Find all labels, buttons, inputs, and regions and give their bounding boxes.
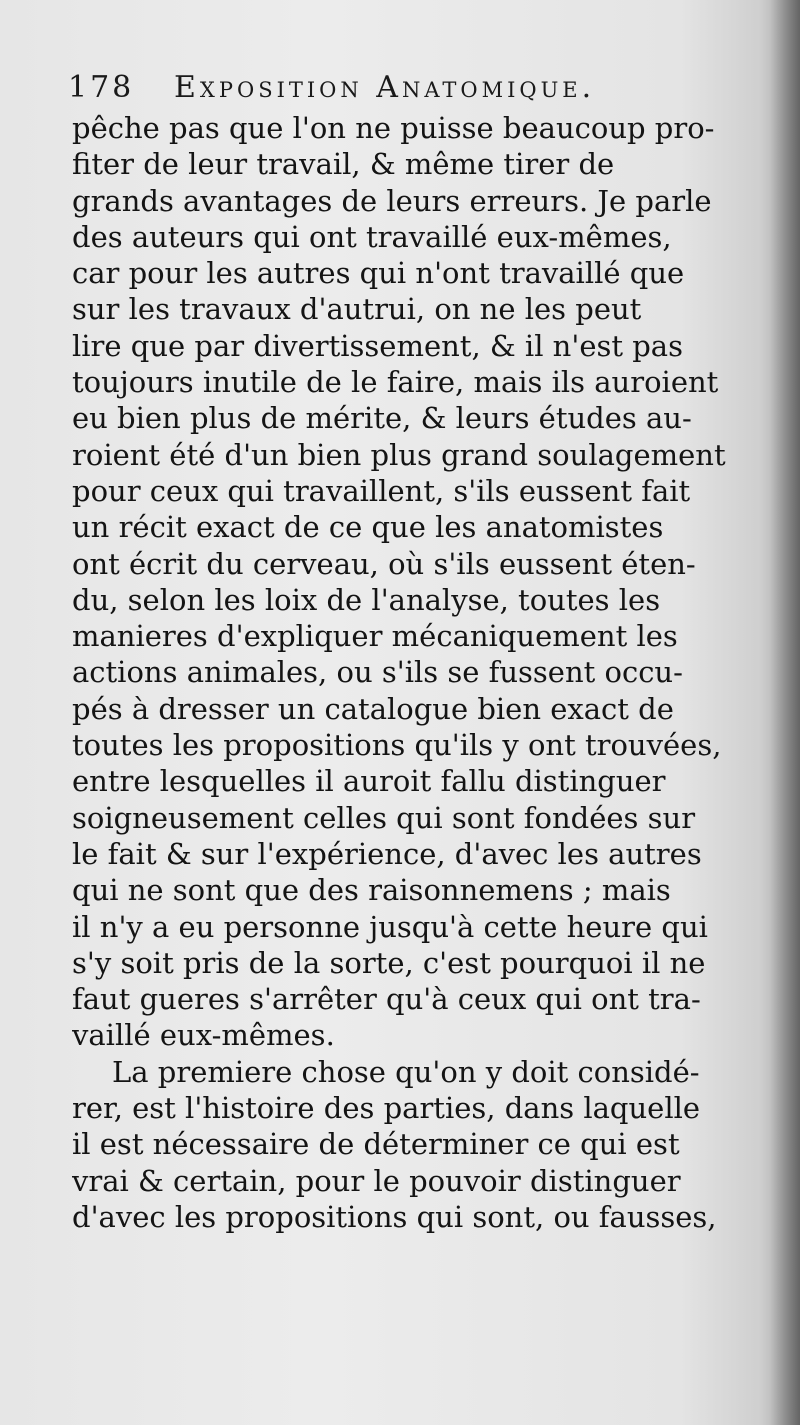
text-line: d'avec les propositions qui sont, ou fausses, [72,1199,717,1234]
text-line: ont écrit du cerveau, où s'ils eussent éten- [72,546,696,581]
text-line: des auteurs qui ont travaillé eux-mêmes, [72,219,672,254]
text-line: toutes les propositions qu'ils y ont trouvées, [72,728,722,763]
text-line: un récit exact de ce que les anatomistes [72,510,664,545]
text-line: pour ceux qui travaillent, s'ils eussent fait [72,473,691,508]
text-line: eu bien plus de mérite, & leurs études au- [72,401,692,436]
paragraph-start-line: La premiere chose qu'on y doit considé- [112,1054,700,1089]
text-line: entre lesquelles il auroit fallu distinguer [72,764,666,799]
text-line: pêche pas que l'on ne puisse beaucoup pro- [72,111,715,145]
text-line: qui ne sont que des raisonnemens ; mais [72,873,671,908]
text-line: toujours inutile de le faire, mais ils auroient [72,365,719,400]
text-line: vaillé eux-mêmes. [72,1018,335,1053]
text-line: le fait & sur l'expérience, d'avec les autres [72,836,702,871]
text-line: il est nécessaire de déterminer ce qui est [72,1127,680,1162]
text-line: car pour les autres qui n'ont travaillé que [72,256,685,291]
body-text [72,110,732,1235]
text-line: fiter de leur travail, & même tirer de [72,147,615,182]
page-number: 178 [68,70,135,105]
text-line: il n'y a eu personne jusqu'à cette heure qui [72,909,708,944]
text-line: sur les travaux d'autrui, on ne les peut [72,292,642,327]
text-line: manieres d'expliquer mécaniquement les [72,619,678,654]
text-line: rer, est l'histoire des parties, dans laquelle [72,1091,701,1126]
text-line: vrai & certain, pour le pouvoir distinguer [72,1163,681,1198]
text-line: s'y soit pris de la sorte, c'est pourquoi il ne [72,945,706,980]
text-line: soigneusement celles qui sont fondées sur [72,800,696,835]
page-edge-shadow [770,0,800,1425]
text-line: du, selon les loix de l'analyse, toutes les [72,582,661,617]
text-line: faut gueres s'arrêter qu'à ceux qui ont tra- [72,982,701,1017]
page-header [66,66,726,110]
text-line: actions animales, ou s'ils se fussent occu- [72,655,683,690]
running-title: Exposition Anatomique. [174,70,596,105]
text-line: lire que par divertissement, & il n'est pas [72,328,683,363]
text-line: grands avantages de leurs erreurs. Je parle [72,183,712,218]
text-line: pés à dresser un catalogue bien exact de [72,691,674,726]
text-line: roient été d'un bien plus grand soulagement [72,437,726,472]
